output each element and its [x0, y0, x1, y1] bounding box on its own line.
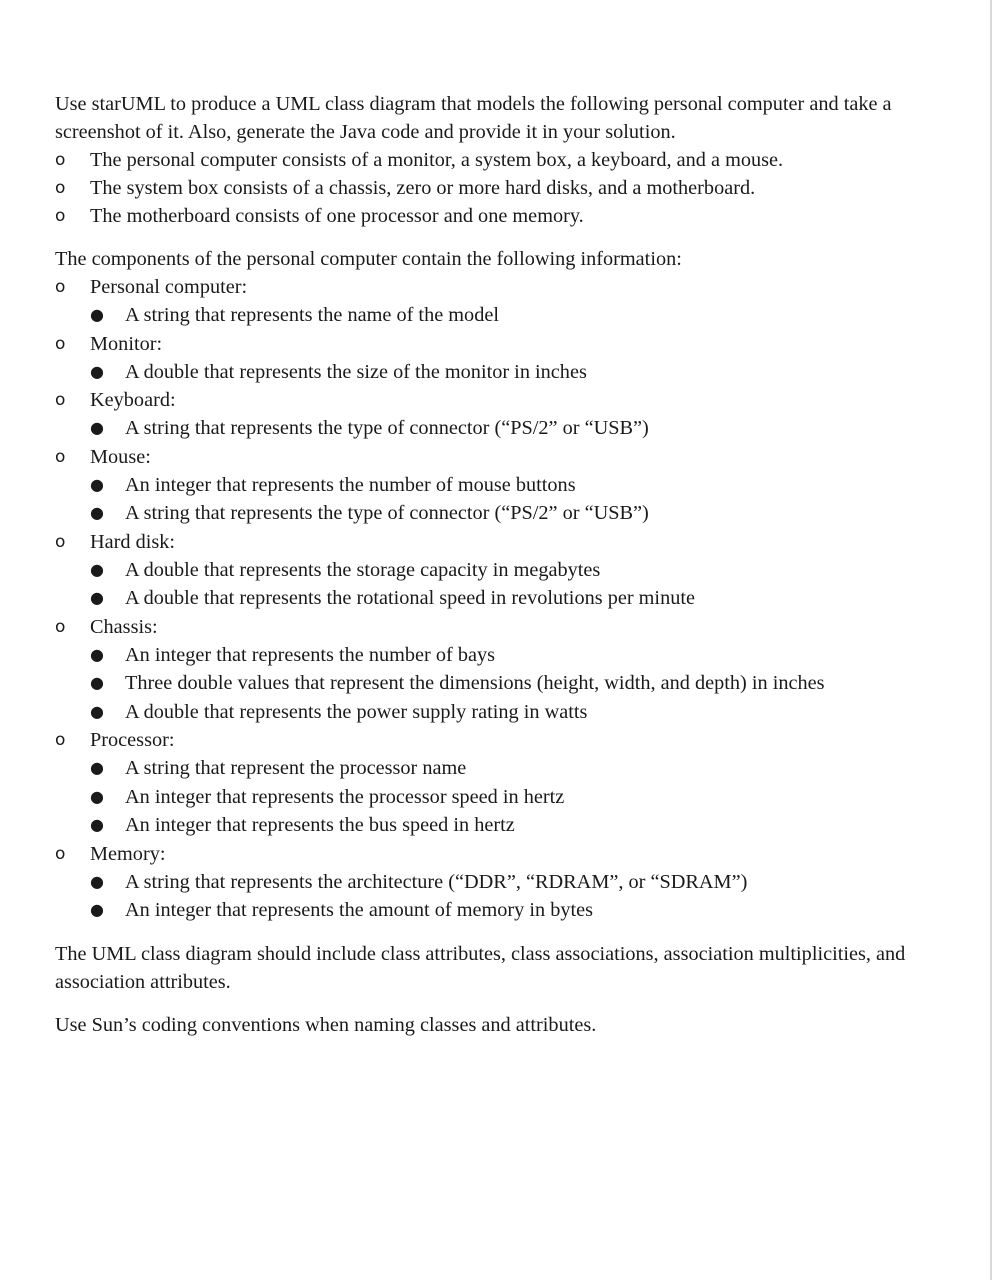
component-detail — [55, 584, 975, 613]
naming-conventions-paragraph: Use Sun’s coding conventions when naming classes and attributes. — [55, 1013, 597, 1036]
component-name: Monitor: — [90, 332, 163, 355]
component-name: Personal computer: — [90, 276, 248, 298]
component-item — [55, 443, 975, 471]
solid-bullet-icon: ● — [90, 361, 104, 381]
component-detail-text: Three double values that represent the dimensions (height, width, and depth) in inches — [125, 672, 825, 694]
component-detail — [55, 783, 975, 812]
solid-bullet-icon: ● — [90, 305, 104, 324]
component-detail-text: A double that represents the storage capacity in megabytes — [125, 558, 601, 581]
component-detail — [55, 414, 975, 443]
component-detail — [55, 754, 975, 783]
component-item — [55, 330, 975, 358]
solid-bullet-icon: ● — [90, 474, 104, 494]
hollow-bullet-icon: o — [55, 178, 66, 198]
component-detail-text: A string that represents the type of connector (“PS/2” or “USB”) — [125, 502, 649, 524]
component-item — [55, 386, 975, 414]
component-detail — [55, 698, 975, 727]
component-name: Memory: — [90, 842, 166, 865]
component-detail — [55, 641, 975, 670]
component-item — [55, 273, 975, 301]
components-heading: The components of the personal computer contain the following information: — [55, 248, 682, 270]
component-item — [55, 726, 975, 754]
component-detail — [55, 896, 975, 925]
solid-bullet-icon: ● — [90, 418, 104, 437]
structure-item-text: The motherboard consists of one processor and one memory. — [90, 205, 584, 227]
component-detail-text: A double that represents the power supply rating in watts — [125, 700, 588, 723]
structure-item-text: The personal computer consists of a monitor, a system box, a keyboard, and a mouse. — [90, 149, 784, 171]
hollow-bullet-icon: o — [55, 446, 66, 467]
solid-bullet-icon: ● — [90, 786, 104, 806]
component-detail-text: An integer that represents the number of bays — [125, 643, 496, 666]
component-detail-text: A string that represents the name of the model — [125, 304, 499, 326]
component-detail — [55, 868, 975, 897]
solid-bullet-icon: ● — [90, 871, 104, 891]
component-item — [55, 528, 975, 556]
structure-list-item — [55, 174, 975, 202]
structure-list — [55, 146, 975, 230]
component-detail-text: An integer that represents the number of mouse buttons — [125, 473, 576, 496]
solid-bullet-icon: ● — [90, 673, 104, 692]
component-detail-text: An integer that represents the processor speed in hertz — [125, 785, 565, 808]
component-detail — [55, 358, 975, 387]
component-detail-text: A string that represent the processor name — [125, 757, 467, 779]
hollow-bullet-icon: o — [55, 390, 66, 410]
hollow-bullet-icon: o — [55, 277, 66, 297]
component-name: Keyboard: — [90, 389, 176, 411]
component-detail-text: An integer that represents the bus speed in hertz — [125, 814, 515, 836]
component-detail — [55, 499, 975, 528]
structure-item-text: The system box consists of a chassis, zero or more hard disks, and a motherboard. — [90, 177, 756, 199]
component-detail-text: A double that represents the size of the monitor in inches — [125, 360, 587, 383]
component-detail — [55, 471, 975, 500]
component-detail-text: A string that represents the type of connector (“PS/2” or “USB”) — [125, 417, 649, 439]
structure-list-item — [55, 146, 975, 174]
solid-bullet-icon: ● — [90, 644, 104, 664]
component-name: Chassis: — [90, 615, 158, 638]
hollow-bullet-icon: o — [55, 333, 66, 354]
hollow-bullet-icon: o — [55, 730, 66, 750]
component-detail — [55, 811, 975, 840]
solid-bullet-icon: ● — [90, 588, 104, 607]
component-detail — [55, 301, 975, 330]
solid-bullet-icon: ● — [90, 758, 104, 777]
component-item — [55, 840, 975, 868]
solid-bullet-icon: ● — [90, 503, 104, 522]
solid-bullet-icon: ● — [90, 701, 104, 721]
component-detail-text: A string that represents the architecture (“DDR”, “RDRAM”, or “SDRAM”) — [125, 870, 748, 893]
component-detail-text: A double that represents the rotational speed in revolutions per minute — [125, 587, 695, 609]
component-name: Mouse: — [90, 445, 151, 468]
diagram-requirements-paragraph: The UML class diagram should include class attributes, class associations, association multiplicities, and association attributes. — [55, 942, 906, 993]
component-detail — [55, 556, 975, 585]
document-page — [55, 90, 975, 1039]
component-detail — [55, 669, 975, 698]
hollow-bullet-icon: o — [55, 150, 66, 170]
component-item — [55, 613, 975, 641]
component-name: Processor: — [90, 729, 175, 751]
solid-bullet-icon: ● — [90, 900, 104, 919]
structure-list-item — [55, 202, 975, 230]
components-list — [55, 273, 975, 925]
intro-paragraph: Use starUML to produce a UML class diagram that models the following personal computer and take a screenshot of it. Also, generate the Java code and provide it in your solution. — [55, 93, 892, 143]
hollow-bullet-icon: o — [55, 531, 66, 552]
component-detail-text: An integer that represents the amount of memory in bytes — [125, 899, 594, 921]
component-name: Hard disk: — [90, 530, 176, 553]
solid-bullet-icon: ● — [90, 815, 104, 834]
hollow-bullet-icon: o — [55, 843, 66, 864]
solid-bullet-icon: ● — [90, 559, 104, 579]
hollow-bullet-icon: o — [55, 206, 66, 226]
hollow-bullet-icon: o — [55, 616, 66, 637]
